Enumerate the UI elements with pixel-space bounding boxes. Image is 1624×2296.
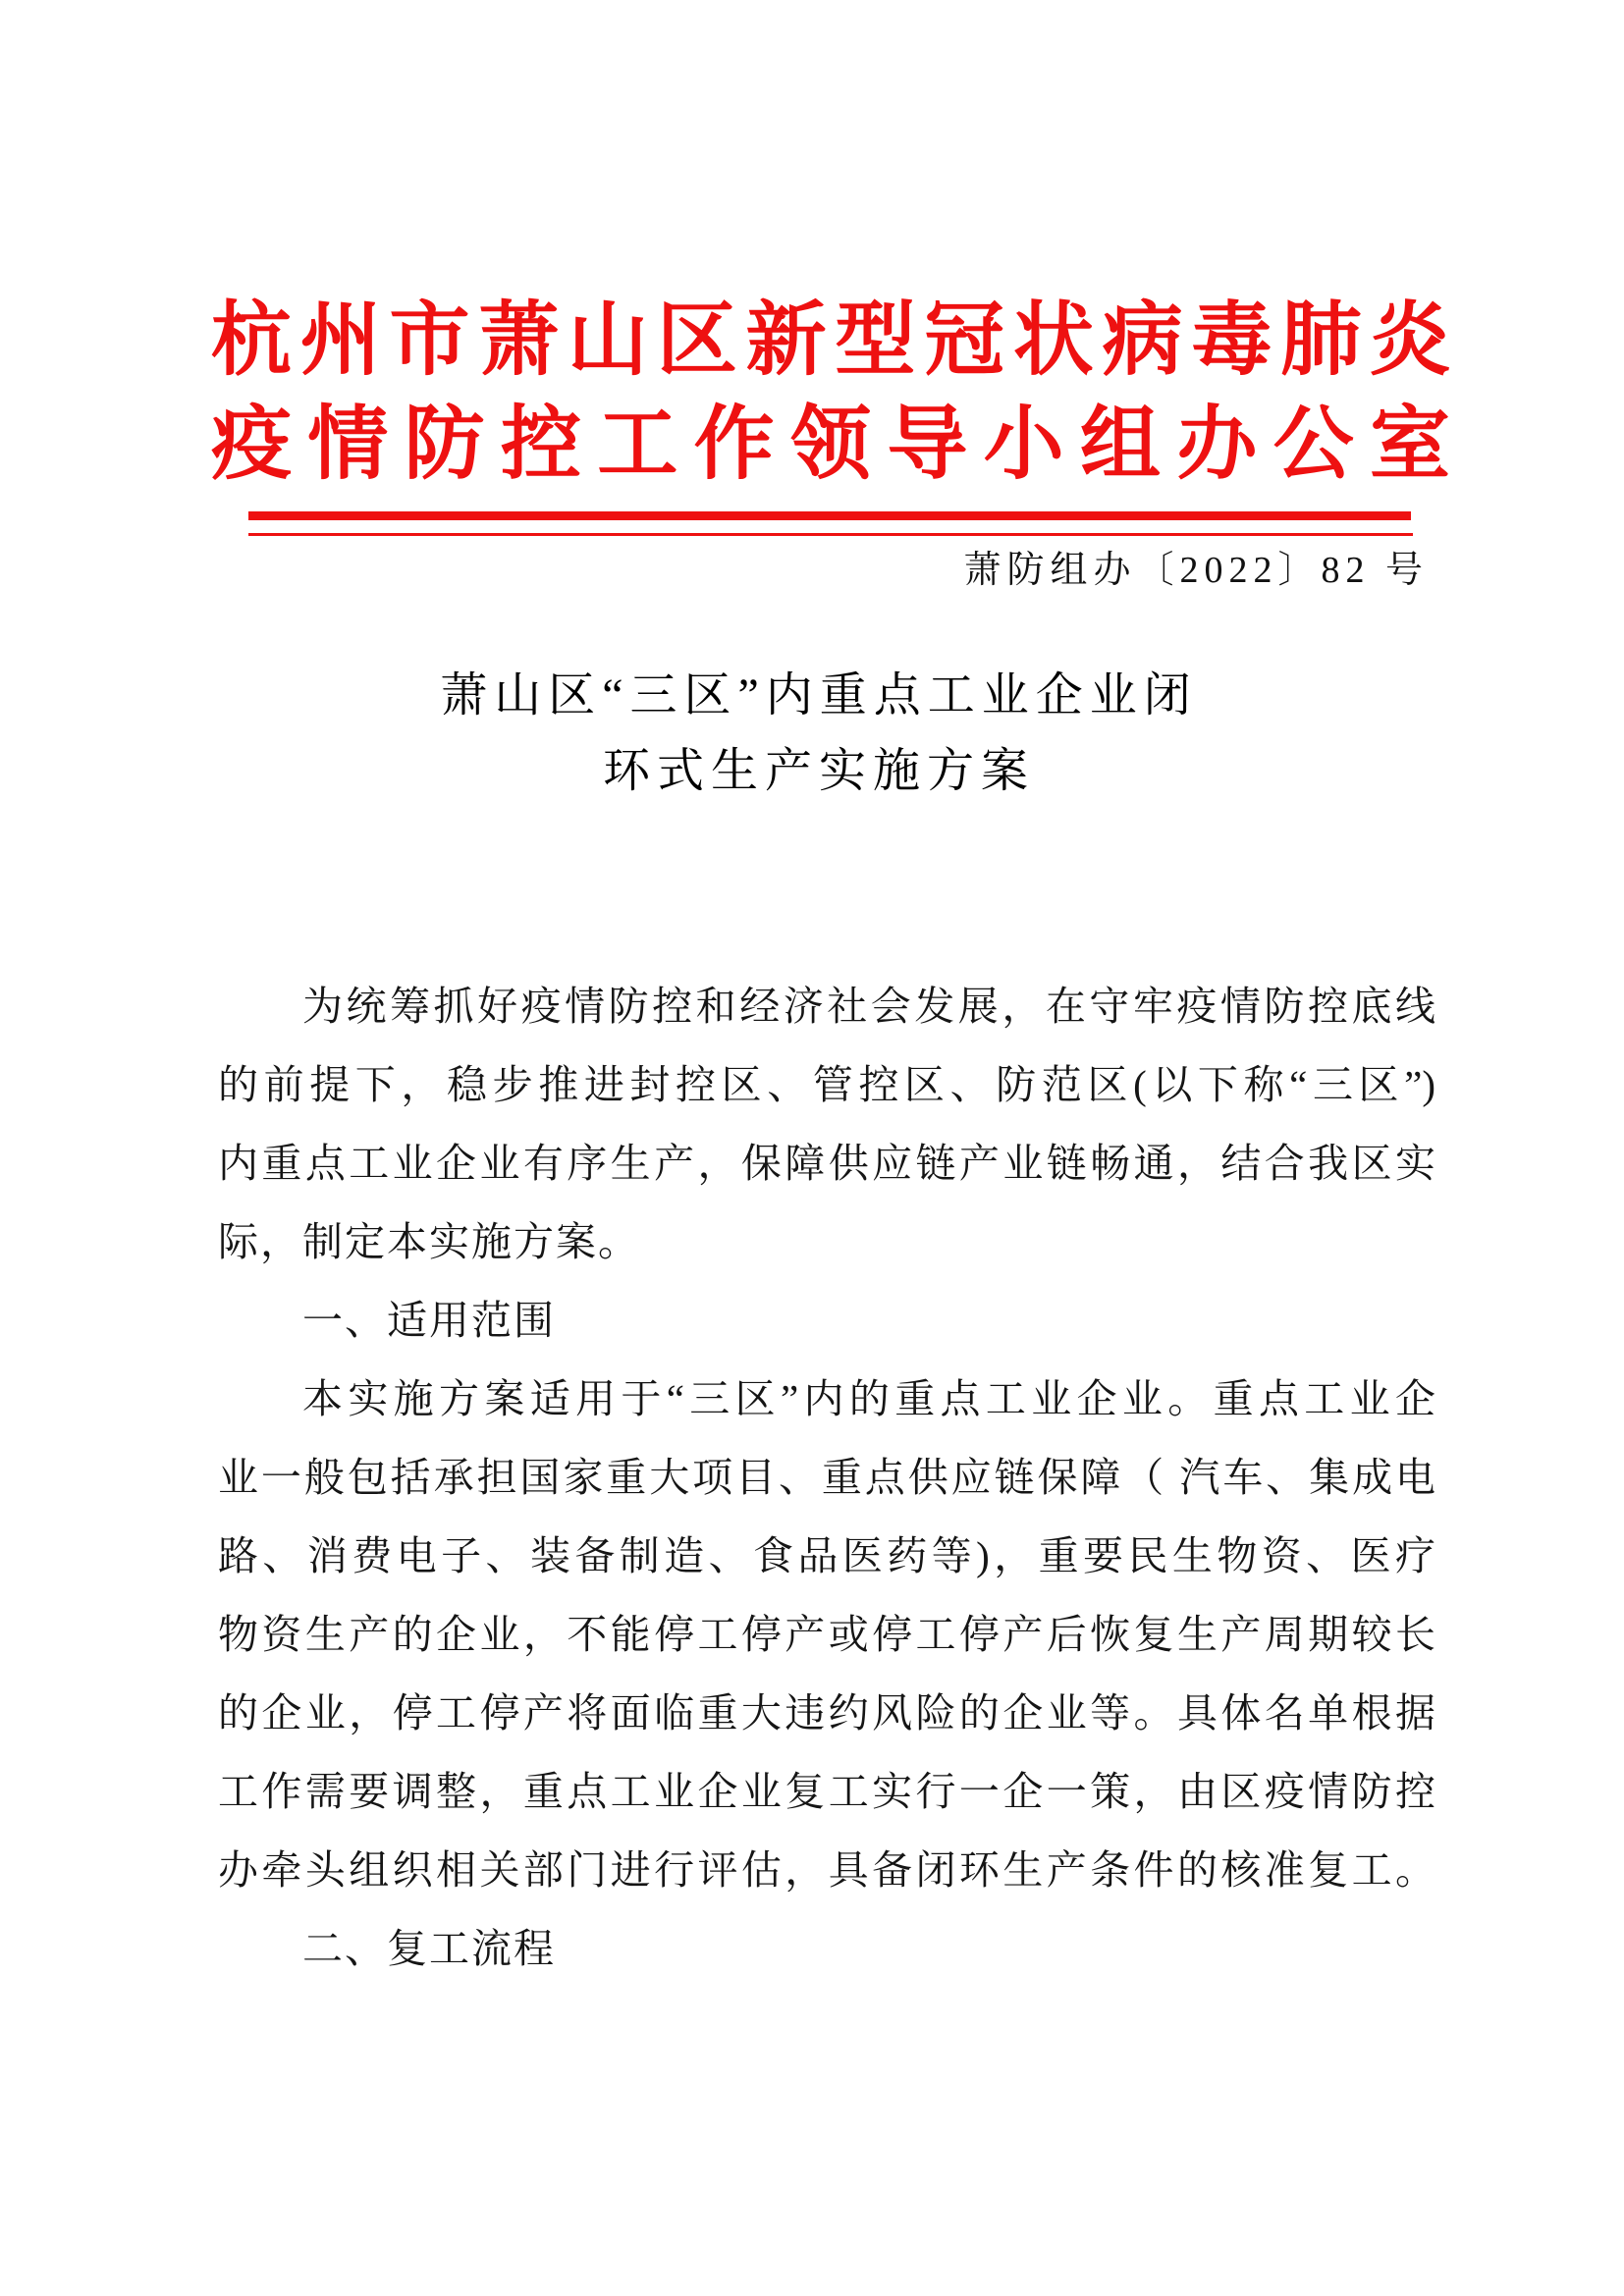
body-line: 业一般包括承担国家重大项目、重点供应链保障（ 汽车、集成电 [218,1455,1435,1500]
body-line: 的前提下，稳步推进封控区、管控区、防范区(以下称“三区”) [218,1062,1435,1107]
letterhead-title-line-2: 疫情防控工作领导小组办公室 [211,400,1450,489]
body-line: 的企业，停工停产将面临重大违约风险的企业等。具体名单根据 [218,1690,1435,1735]
red-separator-thin [248,533,1413,536]
body-line: 二、复工流程 [302,1926,556,1971]
body-line: 工作需要调整，重点工业企业复工实行一企一策，由区疫情防控 [218,1769,1435,1814]
document-number: 萧防组办〔2022〕82 号 [963,550,1429,591]
body-line: 物资生产的企业，不能停工停产或停工停产后恢复生产周期较长 [218,1612,1435,1657]
document-title-line-1: 萧山区“三区”内重点工业企业闭 [440,669,1198,721]
document-title [14,658,1624,809]
body-line: 一、适用范围 [302,1298,556,1343]
document-title-line-2: 环式生产实施方案 [602,745,1035,797]
body-line: 办牵头组织相关部门进行评估，具备闭环生产条件的核准复工。 [218,1847,1435,1893]
body-line: 内重点工业企业有序生产，保障供应链产业链畅通，结合我区实 [218,1141,1435,1186]
body-line: 际，制定本实施方案。 [218,1219,640,1264]
body-line: 路、消费电子、装备制造、食品医药等)，重要民生物资、医疗 [218,1533,1435,1578]
red-separator-thick [248,511,1411,520]
document-body [218,967,1435,1988]
letterhead [211,289,1450,497]
body-line: 本实施方案适用于“三区”内的重点工业企业。重点工业企 [302,1376,1435,1421]
letterhead-title-line-1: 杭州市萧山区新型冠状病毒肺炎 [211,295,1450,385]
body-line: 为统筹抓好疫情防控和经济社会发展，在守牢疫情防控底线 [302,984,1435,1029]
